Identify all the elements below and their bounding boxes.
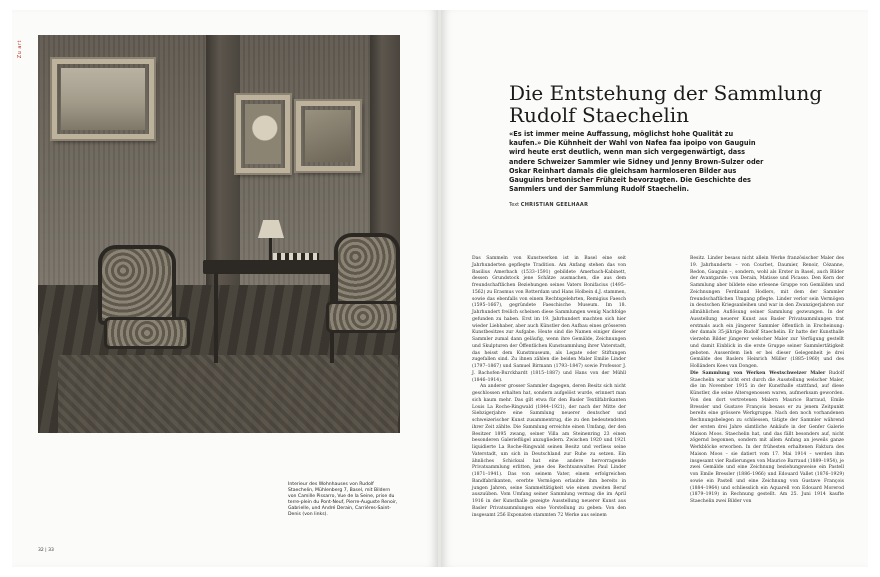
- photo-rug: [58, 355, 398, 433]
- photo-pilaster: [206, 35, 240, 295]
- body-column-1: [472, 256, 626, 519]
- interior-photo: [38, 35, 400, 433]
- section-tag: Zu art: [17, 40, 23, 59]
- body-paragraph: Das Sammeln von Kunstwerken ist in Basel eine seit Jahrhunderten gepflegte Tradition. Am Anfang stehen das von Basilius Amerbach (1533–1591) gebildete Amerbach-Kabinett, dessen Grundstock jene Schätze ausmachen, die aus dem freundschaftlichen Beziehungen seines Vaters Bonifacius (1495–1562) zu Erasmus von Rotterdam und Hans Holbein d.J. stammen, sowie das ebenfalls von einem Rechtsgelehrten, Remigius Faesch (1595–1667), gegründete Faeschische Museum. Im 18. Jahrhundert freilich scheinen diese Sammlungen wenig Nachfolge gefunden zu haben. Erst im 19. Jahrhundert machten sich hier wieder Liebhaber, aber auch Künstler den Aufbau eines grösseren Kunstbesitzes zur Aufgabe. Heute sind die Namen einiger dieser Sammler zumal dann geläufig, wenn ihre Gemälde, Zeichnungen und Skulpturen der Öffentlichen Kunstsammlung ihrer Vaterstadt, das heisst dem Kunstmuseum, als Legate oder Stiftungen zugefallen sind. Zu ihnen zählen die beiden Maler Emilie Linder (1797–1867) und Samuel Birmann (1793–1847) sowie Professor J. J. Bachofen-Burckhardt (1815–1887) und Hans von der Mühll (1846–1914).: [472, 256, 626, 383]
- section-subhead: Die Sammlung von Werken Westschweizer Maler: [690, 370, 826, 376]
- byline-prefix: Text: [509, 202, 520, 208]
- body-column-2: [690, 256, 844, 506]
- left-page: [12, 10, 438, 567]
- armchair-left: [98, 245, 176, 325]
- subhead-body-text: Rudolf Staechelin war nicht erst durch die Ausstellung welscher Maler, die im November 1915 in der Kunsthalle stattfand, auf diese Künstler, die seine Altersgenossen waren, aufmerksam geworden. Von den dort vertretenen Malern Maurice Barraud, Emile Bressler und Gustave François besass er zu jenem Zeitpunkt bereits eine grössere Werkgruppe. Nach den noch vorhandenen Rechnungsbelegen zu schliessen, tätigte der Sammler während der ersten drei Jahre sämtliche Ankäufe in der Genfer Galerie Maison Moos. Staechelin hat, und das fällt besonders auf, nicht zögernd begonnen, sondern mit allem Anfang an jeweils ganze Werkblöcke erworben. In der frühesten erhaltenen Faktura des Maison Moos – sie datiert vom 17. Mai 1914 – werden ihm insgesamt vier Radierungen von Maurice Barraud (1889–1954), je zwei Gemälde und eine Zeichnung beziehungsweise ein Pastell von Emile Bressler (1886–1966) und Edouard Vallet (1876–1929) sowie ein Pastell und eine Zeichnung von Gustave François (1884–1964) und schliesslich ein Aquarell von Edouard Morerod (1879–1919) in Rechnung gestellt. Am 25. Juni 1914 kaufte Staechelin zwei Bilder von: [690, 370, 844, 504]
- body-paragraph: Besitz. Linder besass nicht allein Werke französischer Maler des 19. Jahrhunderts – von Courbet, Daumier, Renoir, Cézanne, Redon, Gauguin –, sondern, wohl als Erster in Basel, auch Bilder der Avantgarde: von Derain, Matisse und Picasso. Den Kern der Sammlung aber bildete eine erlesene Gruppe von Gemälden und Zeichnungen Ferdinand Hodlers, mit dem der Sammler freundschaftlichen Umgang pflegte. Linder verlor sein Vermögen in deutschen Kriegsanleihen und war in den Zwanzigerjahren zur allmählichen Auflösung seiner Sammlung gezwungen. In der Ausstellung neuerer Kunst aus Basler Privatsammlungen trat erstmals auch ein jüngerer Sammler öffentlich in Erscheinung: der damals 35-jährige Rudolf Staechelin. Er hatte der Kunsthalle vierzehn Bilder jüngerer welscher Maler zur Verfügung gestellt und damit Einblick in die erste Gruppe seiner Sammlertätigkeit geboten. Ausserdem lieh er bei dieser Gelegenheit je drei Gemälde des Baslers Heinrich Müller (1885–1960) und des Holländers Kees van Dongen.: [690, 256, 844, 369]
- lamp-stem: [269, 238, 272, 260]
- armchair-right: [334, 233, 400, 307]
- page-folio: 32 | 33: [38, 548, 54, 553]
- body-paragraph: An anderer grosser Sammler dagegen, deren Besitz sich nicht geschlossen erhalten hat, sondern aufgelöst wurde, erinnert man sich kaum mehr. Das gilt etwa für den Basler Textilfabrikanten Louis La Roche-Ringwald (1844–1921), der nach der Mitte der Siebzigerjahre eine Sammlung neuerer deutscher und schweizerischer Kunst zusammentrug, die zu den bedeutendsten ihrer Zeit zählte. Die Sammlung erreichte einen Umfang, der den Besitzer 1895 zwang, seiner Villa am Steinenring 23 einen besonderen Galerieflügel anzugliedern. Zwischen 1920 und 1921 liquidierte La Roche-Ringwald seinen Besitz und verliess seine Vaterstadt, um sich in Deutschland zur Ruhe zu setzen. Ein ähnliches Schicksal hat eine andere hervorragende Privatsammlung erlitten, jene des Rechtsanwaltes Paul Linder (1871–1941). Das von seinem Vater, einem erfolgreichen Bandfabrikanten, ererbte Vermögen erlaubte ihm bereits in jungen Jahren, seine Sammeltätigkeit wie einen zweiten Beruf auszuüben. Vom Umfang seiner Sammlung vermag die im April 1916 in der Kunsthalle gezeigte Ausstellung neuerer Kunst aus Basler Privatsammlungen eine Vorstellung zu geben: Von den insgesamt 256 Exponaten stammten 72 Werke aus seinem: [472, 384, 626, 518]
- byline-author: CHRISTIAN GEELHAAR: [520, 202, 589, 208]
- article-byline: [509, 202, 588, 208]
- table-leg: [214, 273, 218, 363]
- table-top: [203, 260, 343, 274]
- armchair-right-seat: [326, 301, 400, 333]
- photo-caption: Interieur des Wohnhauses von Rudolf Staechelin, Mühlenberg 7, Basel, mit Bildern von Camille Pissarro, Vue de la Seine, prise du terre-plein du Pont-Neuf, Pierre-Auguste Renoir, Gabrielle, und André Derain, Carrières-Saint-Denis (von links).: [288, 482, 398, 518]
- body-paragraph-with-subhead: [690, 371, 844, 506]
- armchair-left-seat: [104, 317, 190, 349]
- painting-renoir: [236, 95, 290, 173]
- painting-pissarro: [52, 59, 154, 139]
- painting-derain: [296, 101, 360, 171]
- article-headline: Die Entstehung der Sammlung Rudolf Staechelin: [509, 81, 823, 127]
- article-lead: «Es ist immer meine Auffassung, möglichst hohe Qualität zu kaufen.» Die Kühnheit der Wahl von Nafea faa ipoipo von Gauguin wird heute erst deutlich, wenn man sich vergegenwärtigt, dass andere Schweizer Sammler wie Sidney und Jenny Brown-Sulzer oder Oskar Reinhart damals die gleichsam harmloseren Bilder aus Gauguins bretonischer Frühzeit bevorzugten. Die Geschichte des Sammlers und der Sammlung Rudolf Staechelin.: [509, 130, 764, 194]
